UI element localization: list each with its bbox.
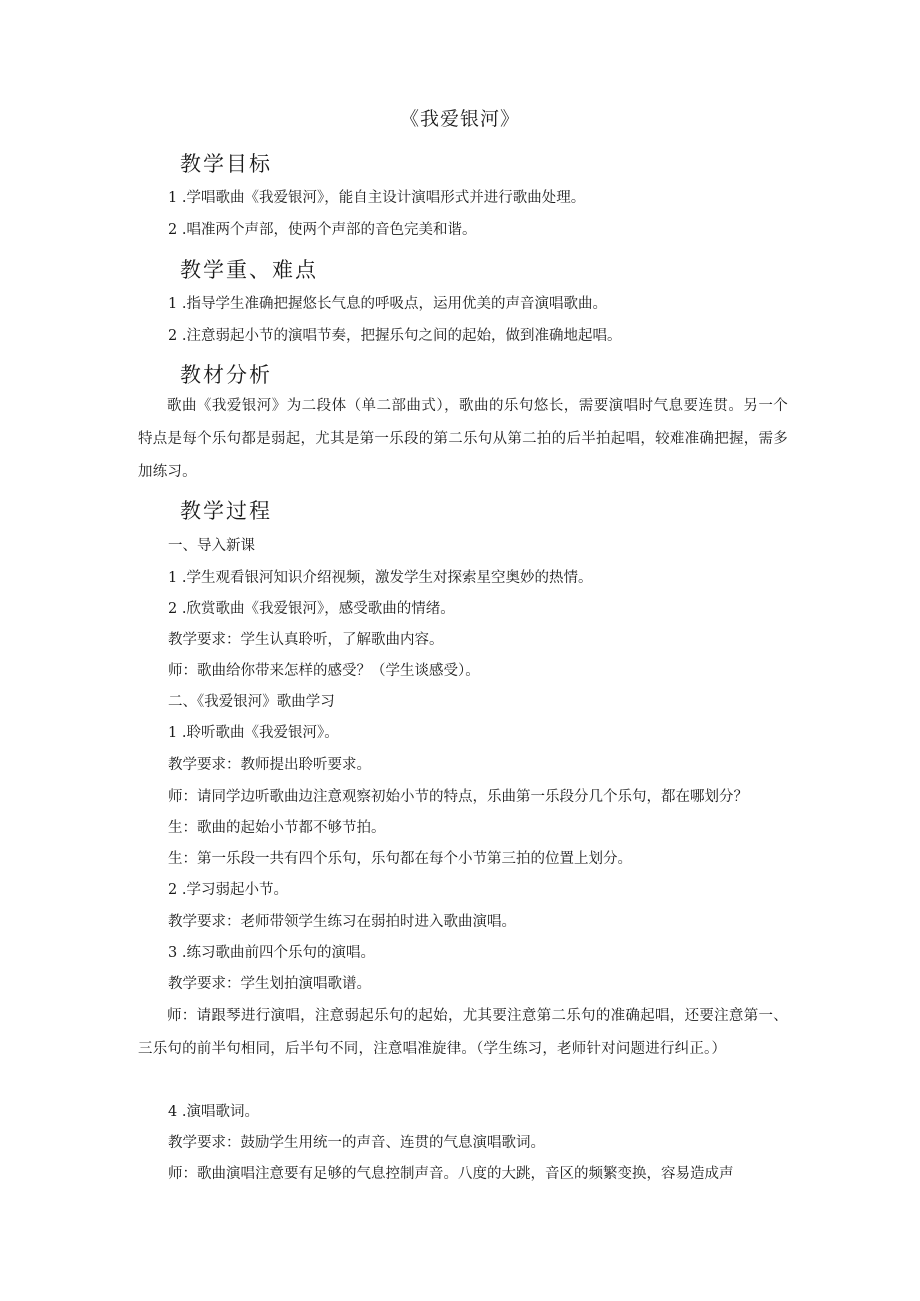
document-title: 《我爱银河》 — [399, 108, 520, 130]
process-line: 师：歌曲给你带来怎样的感受？（学生谈感受）。 — [168, 663, 480, 679]
process-line: 2 .欣赏歌曲《我爱银河》，感受歌曲的情绪。 — [168, 601, 455, 617]
heading-objectives: 教学目标 — [180, 152, 272, 176]
process-line: 师：歌曲演唱注意要有足够的气息控制声音。八度的大跳，音区的频繁变换，容易造成声 — [168, 1166, 734, 1182]
key-point-2: 2 .注意弱起小节的演唱节奏，把握乐句之间的起始，做到准确地起唱。 — [168, 328, 622, 344]
process-line: 生：第一乐段一共有四个乐句，乐句都在每个小节第三拍的位置上划分。 — [168, 851, 632, 867]
process-line: 一、导入新课 — [168, 538, 255, 554]
process-line: 师：请同学边听歌曲边注意观察初始小节的特点，乐曲第一乐段分几个乐句，都在哪划分？ — [168, 789, 748, 805]
key-point-1: 1 .指导学生准确把握悠长气息的呼吸点，运用优美的声音演唱歌曲。 — [168, 296, 607, 312]
practice-paragraph: 师：请跟琴进行演唱，注意弱起乐句的起始，尤其要注意第二乐句的准确起唱，还要注意第一、三乐句的前半句相同，后半句不同，注意唱准旋律。（学生练习，老师针对问题进行纠正。） — [138, 1008, 788, 1057]
process-line: 3 .练习歌曲前四个乐句的演唱。 — [168, 945, 375, 961]
heading-key-points: 教学重、难点 — [180, 258, 318, 282]
process-line: 生：歌曲的起始小节都不够节拍。 — [168, 820, 386, 836]
process-line: 教学要求：教师提出聆听要求。 — [168, 757, 371, 773]
process-line: 1 .学生观看银河知识介绍视频，激发学生对探索星空奥妙的热情。 — [168, 570, 593, 586]
process-line: 教学要求：鼓励学生用统一的声音、连贯的气息演唱歌词。 — [168, 1135, 545, 1151]
process-line: 4 .演唱歌词。 — [168, 1104, 259, 1120]
process-line: 教学要求：学生认真聆听，了解歌曲内容。 — [168, 632, 444, 648]
objective-1: 1 .学唱歌曲《我爱银河》，能自主设计演唱形式并进行歌曲处理。 — [168, 190, 586, 206]
process-line: 2 .学习弱起小节。 — [168, 882, 288, 898]
process-line: 教学要求：老师带领学生练习在弱拍时进入歌曲演唱。 — [168, 914, 516, 930]
heading-analysis: 教材分析 — [180, 363, 272, 387]
process-line: 教学要求：学生划拍演唱歌谱。 — [168, 976, 371, 992]
heading-process: 教学过程 — [180, 499, 272, 523]
process-line: 1 .聆听歌曲《我爱银河》。 — [168, 725, 339, 741]
analysis-paragraph: 歌曲《我爱银河》为二段体（单二部曲式），歌曲的乐句悠长，需要演唱时气息要连贯。另一个特点是每个乐句都是弱起，尤其是第一乐段的第二乐句从第二拍的后半拍起唱，较难准确把握，需多加练习。 — [138, 398, 788, 480]
objective-2: 2 .唱准两个声部，使两个声部的音色完美和谐。 — [168, 222, 477, 238]
process-line: 二、《我爱银河》歌曲学习 — [168, 694, 335, 710]
